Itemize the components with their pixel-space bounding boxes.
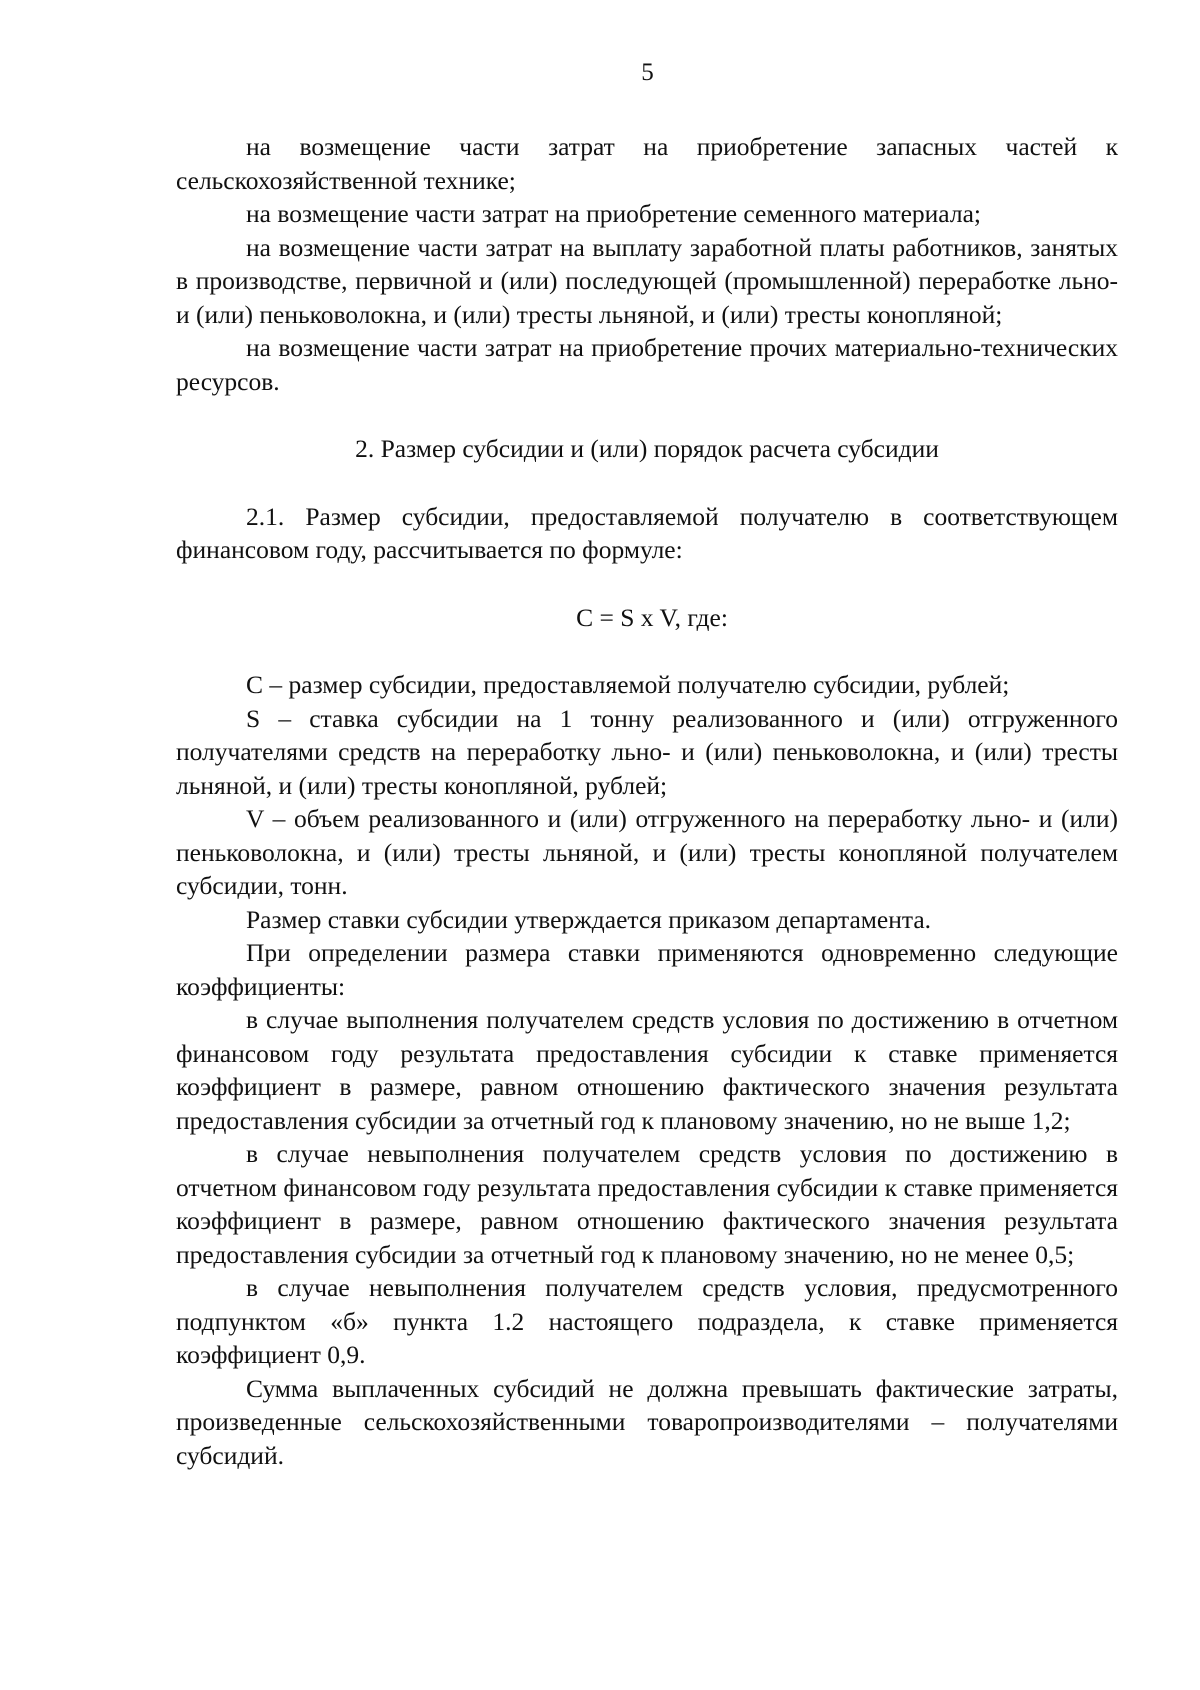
definition-s: S – ставка субсидии на 1 тонну реализованного и (или) отгруженного получателями средств на переработку льно- и (или) пеньковолокна, и (или) тресты льняной, и (или) тресты конопляной, рублей;	[176, 703, 1118, 800]
coefficient-condition-b: в случае невыполнения получателем средств условия, предусмотренного подпунктом «б» пункта 1.2 настоящего подраздела, к ставке применяется коэффициент 0,9.	[176, 1273, 1118, 1369]
document-body	[176, 130, 1118, 1472]
coefficients-intro: При определении размера ставки применяются одновременно следующие коэффициенты:	[176, 938, 1118, 1001]
paragraph-2-1: 2.1. Размер субсидии, предоставляемой получателю в соответствующем финансовом году, рассчитывается по формуле:	[176, 501, 1118, 564]
subsidy-formula: C = S x V, где:	[576, 602, 728, 632]
coefficient-fulfilled: в случае выполнения получателем средств условия по достижению в отчетном финансовом году результата предоставления субсидии к ставке применяется коэффициент в размере, равном отношению фактического значения результата предоставления субсидии за отчетный год к плановому значению, но не выше 1,2;	[176, 1005, 1118, 1135]
closing-paragraph: Сумма выплаченных субсидий не должна превышать фактические затраты, произведенные сельскохозяйственными товаропроизводителями – получателями субсидий.	[176, 1373, 1118, 1470]
intro-item-seed-material: на возмещение части затрат на приобретение семенного материала;	[246, 199, 981, 228]
intro-item-other-resources: на возмещение части затрат на приобретение прочих материально-технических ресурсов.	[176, 333, 1118, 396]
section-heading: 2. Размер субсидии и (или) порядок расчета субсидии	[355, 434, 939, 463]
coefficient-not-fulfilled: в случае невыполнения получателем средств условия по достижению в отчетном финансовом году результата предоставления субсидии к ставке применяется коэффициент в размере, равном отношению фактического значения результата предоставления субсидии за отчетный год к плановому значению, но не менее 0,5;	[176, 1139, 1118, 1269]
rate-approved-paragraph: Размер ставки субсидии утверждается приказом департамента.	[246, 904, 932, 934]
definition-v: V – объем реализованного и (или) отгруженного на переработку льно- и (или) пеньковолокна, и (или) тресты льняной, и (или) тресты конопляной получателем субсидии, тонн.	[176, 804, 1118, 900]
intro-item-spare-parts: на возмещение части затрат на приобретение запасных частей к сельскохозяйственной технике;	[176, 132, 1118, 195]
intro-item-wages: на возмещение части затрат на выплату заработной платы работников, занятых в производстве, первичной и (или) последующей (промышленной) переработке льно- и (или) пеньковолокна, и (или) тресты льняной, и (или) тресты конопляной;	[176, 232, 1118, 329]
page-number: 5	[641, 59, 654, 86]
definition-c: C – размер субсидии, предоставляемой получателю субсидии, рублей;	[246, 670, 1010, 699]
